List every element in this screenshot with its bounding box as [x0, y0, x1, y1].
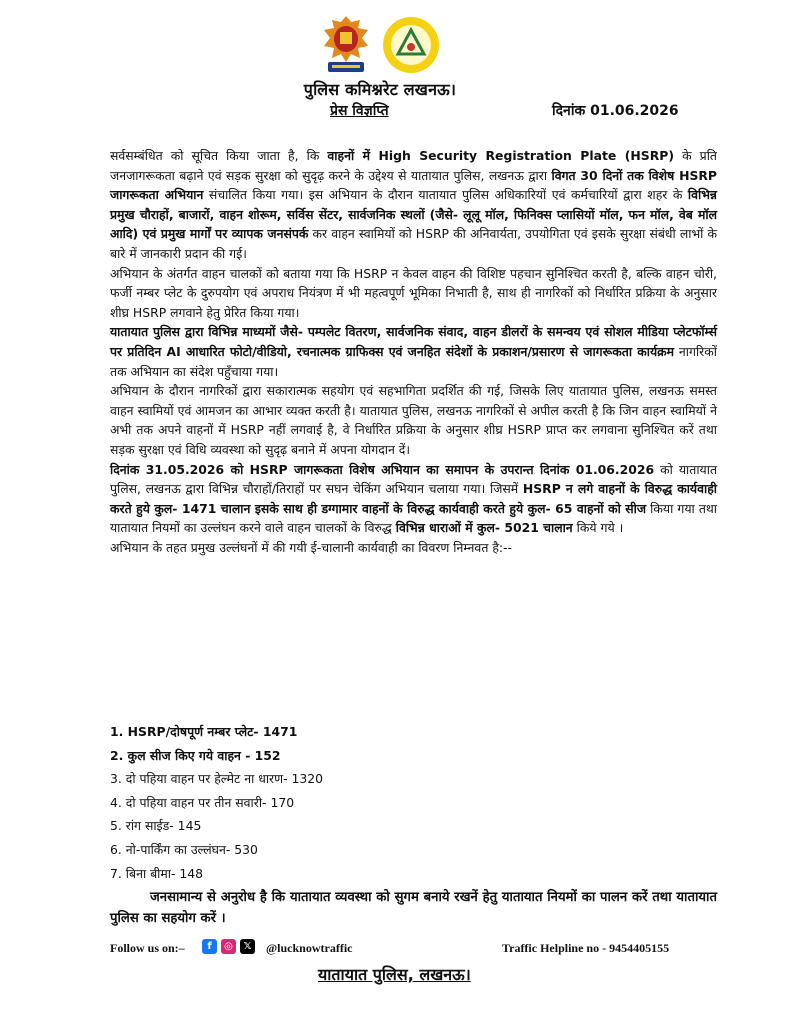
text-run: नागरिकों तक अभियान का संदेश पहुँचाया गया। — [110, 343, 717, 379]
text-run: के प्रति जनजागरूकता बढ़ाने एवं सड़क सुरक्षा को सुदृढ़ करने के उद्देश्य से यातायात पुलिस, लखनऊ द्वारा — [110, 148, 717, 183]
traffic-police-badge-icon — [382, 16, 440, 74]
text-run: किये गये । — [572, 520, 624, 536]
text-run-bold: विगत 30 दिनों तक विशेष HSRP जागरूकता अभियान — [110, 167, 717, 203]
text-run: किया गया तथा यातायात नियमों का उल्लंघन करने वाले वाहन चालकों के विरुद्ध — [110, 500, 718, 536]
list-text: रांग साईड- 145 — [125, 818, 202, 834]
text-run: सर्वसम्बंधित को सूचित किया जाता है, कि — [110, 148, 328, 163]
list-text: HSRP/दोषपूर्ण नम्बर प्लेट- 1471 — [127, 724, 298, 739]
press-release-heading: प्रेस विज्ञप्ति — [330, 103, 389, 119]
text-run-bold: विभिन्न प्रमुख चौराहों, बाजारों, वाहन शोरूम, सर्विस सेंटर, सार्वजनिक स्थलों (जैसे- लूलू मॉल, फिनिक्स प्लासियों मॉल, फन मॉल, वेब मॉल आदि) एवं प्रमुख मार्गों पर व्यापक जनसंपर्क — [110, 187, 717, 242]
facebook-icon[interactable]: f — [202, 939, 217, 954]
list-text: नो-पार्किंग का उल्लंघन- 530 — [125, 841, 258, 857]
header-logos — [318, 14, 448, 76]
list-number: 6. — [110, 841, 122, 857]
list-item — [110, 816, 530, 840]
paragraph-public-appeal: अभियान के दौरान नागरिकों द्वारा सकारात्मक सहयोग एवं सहभागिता प्रदर्शित की गई, जिसके लिए यातायात पुलिस, लखनऊ समस्त वाहन स्वामियों एवं आमजन का आभार व्यक्त करती है। यातायात पुलिस, लखनऊ नागरिकों से अपील करती है कि जिन वाहन स्वामियों ने अभी तक अपने वाहनों में HSRP नहीं लगवाई है, वे निर्धारित प्रक्रिया के अनुसार शीघ्र HSRP प्राप्त कर लगवाना सुनिश्चित करें तथा सड़क सुरक्षा एवं विधि व्यवस्था को सुदृढ़ बनाने में अपना योगदान दें। — [110, 383, 717, 457]
list-text: दो पहिया वाहन पर हेल्मेट ना धारण- 1320 — [125, 771, 324, 787]
list-item — [110, 840, 530, 864]
traffic-helpline: Traffic Helpline no - 9454405155 — [502, 941, 670, 955]
violation-list — [110, 722, 530, 887]
x-icon[interactable]: 𝕏 — [240, 939, 255, 954]
list-item — [110, 746, 530, 770]
office-name: पुलिस कमिश्नरेट लखनऊ। — [303, 80, 457, 99]
release-body — [110, 146, 717, 557]
list-text: बिना बीमा- 148 — [125, 865, 204, 881]
list-number: 2. — [110, 747, 124, 763]
list-number: 3. — [110, 771, 122, 787]
instagram-icon[interactable]: ◎ — [221, 939, 236, 954]
text-run-bold: यातायात पुलिस द्वारा विभिन्न माध्यमों जैसे- पम्पलेट वितरण, सार्वजनिक संवाद, वाहन डीलरों के समन्वय एवं सोशल मीडिया प्लेटफॉर्म्स पर प्रतिदिन AI आधारित फोटो/वीडियो, रचनात्मक ग्राफिक्स एवं जनहित संदेशों के प्रकाशन/प्रसारण से जागरूकता कार्यक्रम — [110, 324, 717, 359]
paragraph-media-campaign — [110, 322, 717, 381]
paragraph-hsrp-benefits: अभियान के अंतर्गत वाहन चालकों को बताया गया कि HSRP न केवल वाहन की विशिष्ट पहचान सुनिश्चित करती है, बल्कि वाहन चोरी, फर्जी नम्बर प्लेट के दुरुपयोग एवं अपराध नियंत्रण में भी महत्वपूर्ण भूमिका निभाती है, साथ ही नागरिकों को निर्धारित प्रक्रिया के अनुसार शीघ्र HSRP लगवाने हेतु प्रेरित किया गया। — [110, 265, 717, 320]
text-run: कर वाहन स्वामियों को HSRP की अनिवार्यता, उपयोगिता एवं इसके सुरक्षा संबंधी लाभों के बारे में जानकारी प्रदान की गई। — [110, 226, 718, 261]
paragraph-enforcement — [110, 460, 717, 538]
follow-us-label: Follow us on:– — [110, 941, 185, 955]
text-run: को यातायात पुलिस, लखनऊ द्वारा विभिन्न चौराहों/तिराहों पर सघन चेकिंग अभियान चलाया गया। जिसमें — [110, 461, 718, 497]
release-date: दिनांक 01.06.2026 — [552, 103, 679, 119]
list-number: 7. — [110, 865, 122, 881]
paragraph-intro — [110, 146, 717, 264]
signature-authority: यातायात पुलिस, लखनऊ। — [318, 965, 471, 984]
text-run-bold: HSRP न लगे वाहनों के विरुद्ध कार्यवाही करते हुये कुल- 1471 चालान इसके साथ ही डग्गामार वाहनों के विरुद्ध कार्यवाही करते हुये कुल- 65 वाहनों को सीज — [110, 481, 717, 516]
list-text: कुल सीज किए गये वाहन - 152 — [127, 747, 281, 763]
closing-appeal — [110, 887, 717, 929]
text-run: संचालित किया गया। इस अभियान के दौरान यातायात पुलिस अधिकारियों एवं कर्मचारियों द्वारा शहर के — [203, 187, 688, 203]
up-police-emblem-icon — [318, 14, 374, 76]
social-handle[interactable]: @lucknowtraffic — [266, 941, 353, 955]
list-item — [110, 722, 530, 746]
paragraph-list-intro: अभियान के तहत प्रमुख उल्लंघनों में की गयी ई-चालानी कार्यवाही का विवरण निम्नवत है:-- — [110, 539, 513, 555]
text-run-bold: विभिन्न धाराओं में कुल- 5021 चालान — [395, 520, 573, 536]
text-run-bold: दिनांक 31.05.2026 को HSRP जागरूकता विशेष अभियान का समापन के उपरान्त दिनांक 01.06.2026 — [110, 461, 655, 477]
list-text: दो पहिया वाहन पर तीन सवारी- 170 — [125, 794, 295, 810]
list-number: 1. — [110, 724, 124, 739]
list-item — [110, 864, 530, 888]
text-run-bold: वाहनों में High Security Registration Plate (HSRP) — [327, 148, 675, 163]
list-number: 5. — [110, 818, 122, 834]
social-icons — [202, 938, 259, 956]
list-number: 4. — [110, 794, 122, 810]
list-item — [110, 793, 530, 817]
list-item — [110, 769, 530, 793]
appeal-text: जनसामान्य से अनुरोध है कि यातायात व्यवस्था को सुगम बनाये रखनें हेतु यातायात नियमों का पालन करें तथा यातायात पुलिस का सहयोग करें । — [110, 890, 717, 926]
footer — [110, 938, 717, 960]
